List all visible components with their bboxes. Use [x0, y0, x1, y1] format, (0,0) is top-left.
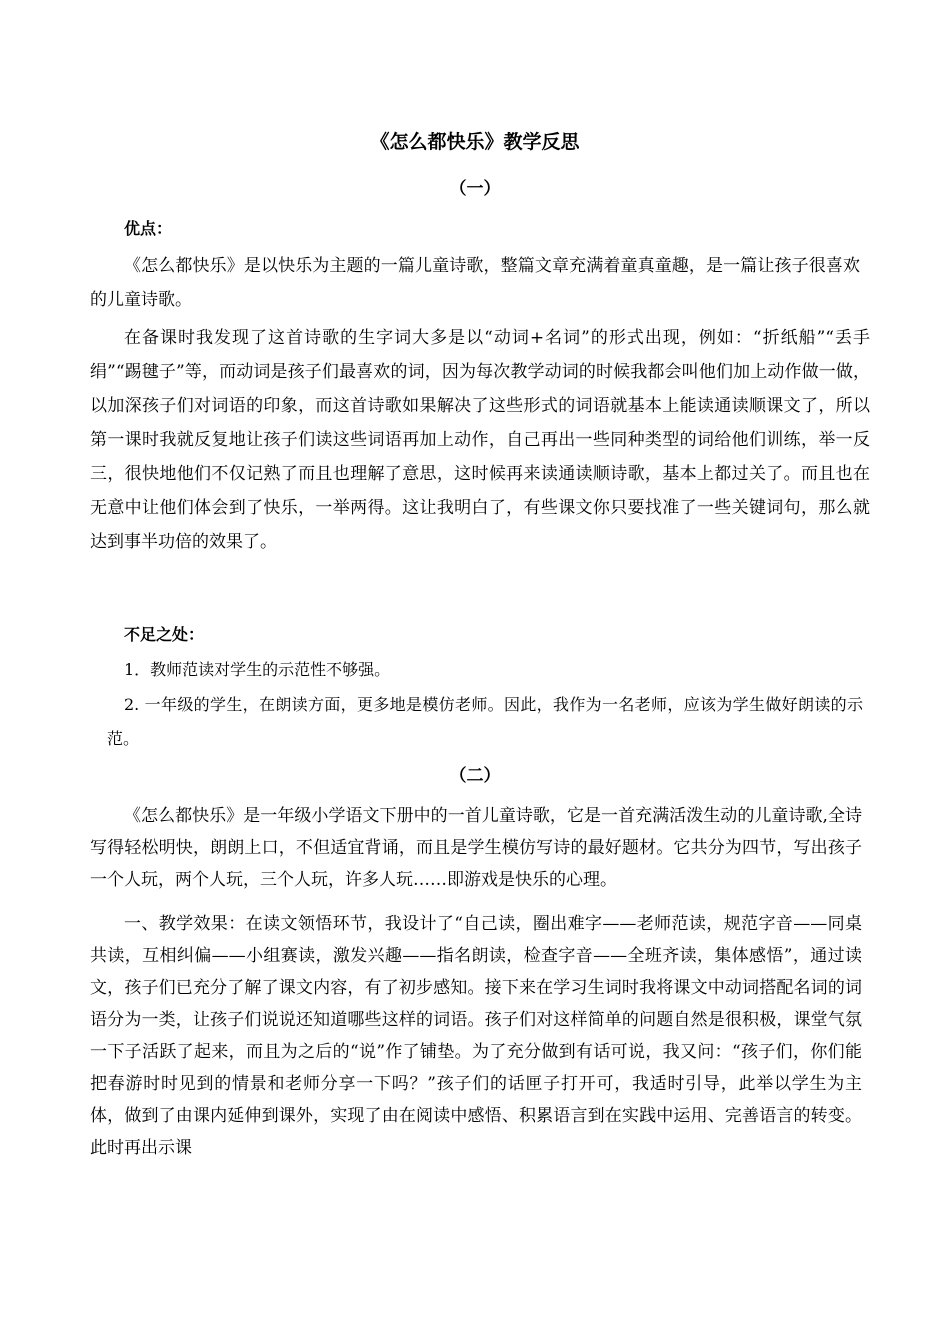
section-1-paragraph-1: 《怎么都快乐》是以快乐为主题的一篇儿童诗歌，整篇文章充满着童真童趣，是一篇让孩子很喜欢的儿童诗歌。	[90, 256, 860, 310]
shortcoming-item-1: 1．教师范读对学生的示范性不够强。	[124, 660, 391, 679]
document-title: 《怎么都快乐》教学反思	[370, 131, 580, 153]
shortcoming-item-2: 2. 一年级的学生，在朗读方面，更多地是模仿老师。因此，我作为一名老师，应该为学生做好朗读的示范。	[107, 695, 863, 748]
section-2-paragraph-1: 《怎么都快乐》是一年级小学语文下册中的一首儿童诗歌，它是一首充满活泼生动的儿童诗歌,全诗写得轻松明快，朗朗上口，不但适宜背诵，而且是学生模仿写诗的最好题材。它共分为四节，写出孩子一个人玩，两个人玩，三个人玩，许多人玩……即游戏是快乐的心理。	[90, 806, 862, 890]
section-2-paragraph-2: 一、教学效果：在读文领悟环节，我设计了“自己读，圈出难字——老师范读，规范字音——同桌共读，互相纠偏——小组赛读，激发兴趣——指名朗读，检查字音——全班齐读，集体感悟”，通过读文，孩子们已充分了解了课文内容，有了初步感知。接下来在学习生词时我将课文中动词搭配名词的词语分为一类，让孩子们说说还知道哪些这样的词语。孩子们对这样简单的问题自然是很积极，课堂气氛一下子活跃了起来，而且为之后的“说”作了铺垫。为了充分做到有话可说，我又问：“孩子们，你们能把春游时时见到的情景和老师分享一下吗？”孩子们的话匣子打开可，我适时引导，此举以学生为主体，做到了由课内延伸到课外，实现了由在阅读中感悟、积累语言到在实践中运用、完善语言的转变。此时再出示课	[90, 914, 862, 1158]
section-2-heading: （二）	[449, 766, 501, 786]
section-1-heading: （一）	[449, 179, 501, 199]
section-1-paragraph-2: 在备课时我发现了这首诗歌的生字词大多是以“动词+名词”的形式出现，例如：“折纸船”“丢手绢”“踢毽子”等，而动词是孩子们最喜欢的词，因为每次教学动词的时候我都会叫他们加上动作做一做，以加深孩子们对词语的印象，而这首诗歌如果解决了这些形式的词语就基本上能读通读顺课文了，所以第一课时我就反复地让孩子们读这些词语再加上动作，自己再出一些同种类型的词给他们训练，举一反三，很快地他们不仅记熟了而且也理解了意思，这时候再来读通读顺诗歌，基本上都过关了。而且也在无意中让他们体会到了快乐，一举两得。这让我明白了，有些课文你只要找准了一些关键词句，那么就达到事半功倍的效果了。	[90, 328, 870, 552]
shortcomings-label: 不足之处：	[124, 625, 205, 644]
advantages-label: 优点：	[124, 219, 173, 238]
